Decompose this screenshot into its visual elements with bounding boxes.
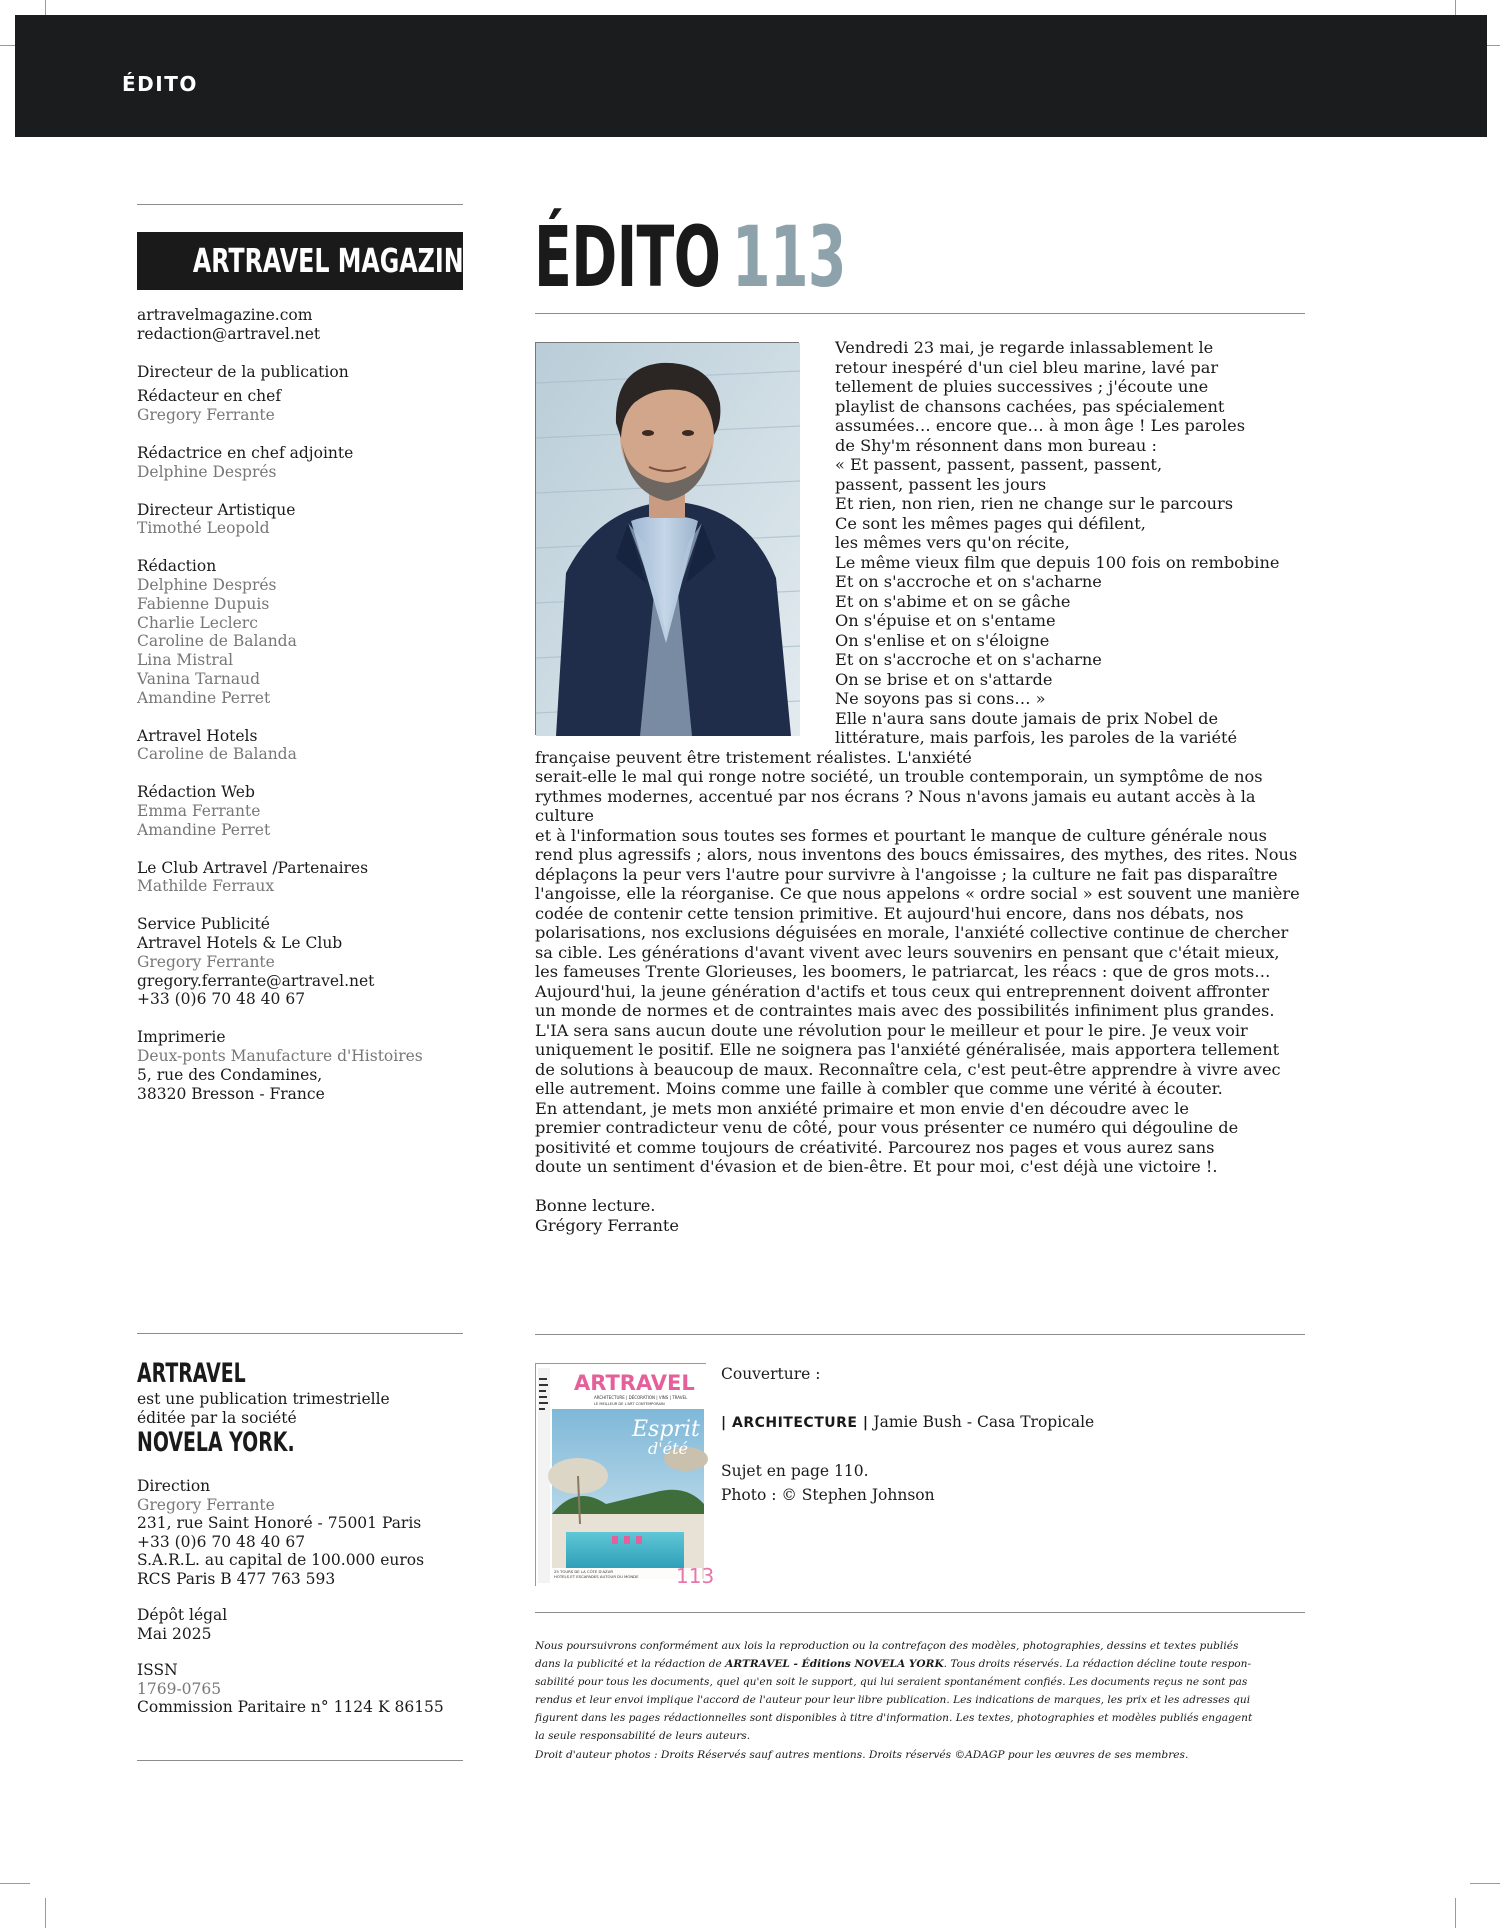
person-name: Mathilde Ferraux: [137, 877, 275, 896]
editorial-line: Et rien, non rien, rien ne change sur le parcours: [835, 494, 1234, 513]
role-title: ISSN: [137, 1661, 178, 1679]
closing-line: Bonne lecture.: [535, 1196, 656, 1215]
editorial-line: de solutions à beaucoup de maux. Reconnaître cela, c'est peut-être apprendre à vivre avec: [535, 1059, 1281, 1079]
person-name: Amandine Perret: [137, 820, 271, 839]
spacer: [535, 1177, 1305, 1197]
legal-line: la seule responsabilité de leurs auteurs.: [535, 1730, 751, 1743]
crop-mark: [1470, 1883, 1500, 1884]
editorial-line: serait-elle le mal qui ronge notre société, un trouble contemporain, un symptôme de nos: [535, 767, 1263, 786]
role-title: Dépôt légal: [137, 1606, 228, 1624]
person-name: Fabienne Dupuis: [137, 594, 270, 613]
legal-brand: ARTRAVEL - Éditions NOVELA YORK: [725, 1658, 944, 1671]
editorial-line: polarisations, nos exclusions déguisées en morale, l'anxiété collective continue de chercher: [535, 923, 1289, 942]
masthead-credits: [137, 306, 477, 1103]
role-title: Directeur Artistique: [137, 500, 296, 519]
person-name: Gregory Ferrante: [137, 952, 275, 971]
editorial-line: positivité et comme toujours de créativité. Parcourez nos pages et vous aurez sans: [535, 1137, 1215, 1157]
legal-line: Nous poursuivrons conformément aux lois la reproduction ou la contrefaçon des modèles, photographies, dessins et textes publiés: [535, 1640, 1239, 1652]
editorial-line: premier contradicteur venu de côté, pour vous présenter ce numéro qui dégouline de: [535, 1118, 1239, 1137]
cover-tagline: ARCHITECTURE | DÉCORATION | VINS | TRAVEL: [594, 1395, 688, 1400]
legal-line: sabilité pour tous les documents, quel qu'en soit le support, qui lui seraient spontanément confiés. Les documents reçus ne sont pas: [535, 1676, 1248, 1689]
cover-project: Jamie Bush - Casa Tropicale: [868, 1413, 1095, 1431]
editorial-line: et à l'information sous toutes ses formes et pourtant le manque de culture générale nous: [535, 825, 1267, 845]
issue-number: 113: [732, 208, 846, 306]
editorial-line: retour inespéré d'un ciel bleu marine, lavé par: [835, 357, 1219, 377]
editorial-line: codée de contenir cette tension primitive. Et aujourd'hui encore, dans nos débats, nos: [535, 903, 1244, 923]
magazine-logo: [137, 232, 480, 290]
role-title: Service Publicité: [137, 915, 270, 934]
editorial-line: elle autrement. Moins comme une faille à combler que comme une vérité à écouter.: [535, 1079, 1223, 1098]
editorial-line: doute un sentiment d'évasion et de bien-être. Et pour moi, c'est déjà une victoire !.: [535, 1157, 1218, 1176]
cover-page-ref: Sujet en page 110.: [721, 1462, 869, 1480]
section-label: ÉDITO: [122, 72, 198, 96]
legal-line: Droit d'auteur photos : Droits Réservés sauf autres mentions. Droits réservés ©ADAGP pour les œuvres de ses membres.: [535, 1748, 1189, 1761]
editorial-line: En attendant, je mets mon anxiété primaire et mon envie d'en découdre avec le: [535, 1098, 1189, 1118]
role-title: Artravel Hotels: [137, 726, 258, 745]
cover-brand: ARTRAVEL: [574, 1371, 695, 1395]
person-name: Caroline de Balanda: [137, 632, 297, 651]
depot-date: Mai 2025: [137, 1624, 212, 1643]
legal-line: rendus et leur envoi implique l'accord de l'auteur pour leur libre publication. Les indications de marques, les prix et les adresses qui: [535, 1694, 1251, 1707]
person-name: Lina Mistral: [137, 651, 234, 670]
legal-line-2: [535, 1655, 1305, 1673]
crop-mark: [0, 1883, 30, 1884]
editorial-line: Et on s'abime et on se gâche: [835, 591, 1071, 611]
role-title: Directeur de la publication: [137, 362, 349, 381]
editorial-line: déplaçons la peur vers l'autre pour survivre à l'angoisse ; la culture ne fait pas disparaître: [535, 864, 1278, 884]
ad-email-link[interactable]: gregory.ferrante@artravel.net: [137, 971, 375, 990]
editorial-line: On se brise et on s'attarde: [835, 669, 1053, 689]
page-title-text: ÉDITO: [534, 208, 721, 306]
publisher-info: [137, 1358, 477, 1717]
cover-headline: Esprit: [632, 1417, 700, 1442]
commission-number: Commission Paritaire n° 1124 K 86155: [137, 1698, 444, 1716]
person-name: Vanina Tarnaud: [137, 669, 261, 688]
cover-info: [721, 1362, 1301, 1507]
editorial-line: française peuvent être tristement réalistes. L'anxiété: [535, 747, 972, 767]
role-title: Rédactrice en chef adjointe: [137, 443, 354, 462]
editorial-line: Elle n'aura sans doute jamais de prix Nobel de: [835, 708, 1219, 728]
crop-mark: [1455, 1898, 1456, 1928]
publisher-desc: éditée par la société: [137, 1408, 297, 1427]
divider: [535, 313, 1305, 314]
divider: [535, 1334, 1305, 1335]
editorial-line: uniquement le positif. Elle ne soignera pas l'anxiété généralisée, mais apportera tellement: [535, 1040, 1280, 1059]
role-title: Imprimerie: [137, 1028, 226, 1047]
printer-address: 38320 Bresson - France: [137, 1084, 325, 1103]
editorial-line: un monde de normes et de contraintes mais avec des possibilités infiniment plus grandes.: [535, 1001, 1275, 1020]
editorial-line: littérature, mais parfois, les paroles de la variété: [835, 728, 1238, 747]
issn-number: 1769-0765: [137, 1679, 222, 1698]
legal-line: figurent dans les pages rédactionnelles sont disponibles à titre d'information. Les textes, photographies et modèles publiés engagent: [535, 1712, 1253, 1725]
printer-address: 5, rue des Condamines,: [137, 1065, 323, 1084]
editorial-line: L'IA sera sans aucun doute une révolution pour le meilleur et pour le pire. Je veux voir: [535, 1020, 1248, 1040]
publisher-brand-line: [137, 1358, 477, 1390]
editorial-line: tellement de pluies successives ; j'écoute une: [835, 377, 1209, 396]
editorial-line: playlist de chansons cachées, pas spécialement: [835, 396, 1225, 416]
cover-footer: 25 TOURS DE LA CÔTE D'AZUR: [554, 1569, 614, 1574]
person-name: Timothé Leopold: [137, 519, 270, 538]
editorial-line: sa cible. Les générations d'avant vivent avec leurs souvenirs en pensant que c'était mieux,: [535, 942, 1280, 962]
person-name: Emma Ferrante: [137, 801, 261, 820]
editorial-line: Vendredi 23 mai, je regarde inlassablement le: [835, 338, 1214, 357]
editorial-line: Et on s'accroche et on s'acharne: [835, 650, 1102, 669]
editorial-line: Le même vieux film que depuis 100 fois on rembobine: [835, 552, 1280, 572]
publisher-company: NOVELA YORK.: [137, 1427, 295, 1458]
editorial-line: passent, passent les jours: [835, 474, 1047, 494]
email-link[interactable]: redaction@artravel.net: [137, 324, 321, 343]
publisher-phone: +33 (0)6 70 48 40 67: [137, 1532, 306, 1551]
editorial-line: de Shy'm résonnent dans mon bureau :: [835, 435, 1157, 455]
role-subtitle: Artravel Hotels & Le Club: [137, 933, 343, 952]
printer-name: Deux-ponts Manufacture d'Histoires: [137, 1046, 423, 1065]
editorial-line: Et on s'accroche et on s'acharne: [835, 572, 1102, 591]
editorial-line: Ne soyons pas si cons… »: [835, 689, 1046, 708]
publisher-capital: S.A.R.L. au capital de 100.000 euros: [137, 1551, 425, 1569]
editorial-body: [535, 338, 1305, 1235]
editorial-line: « Et passent, passent, passent, passent,: [835, 455, 1163, 474]
editorial-full-paragraph: [535, 767, 1305, 1177]
person-name: Delphine Després: [137, 575, 277, 594]
editorial-line: On s'enlise et on s'éloigne: [835, 630, 1050, 650]
header-bar: [15, 15, 1487, 137]
person-name: Delphine Després: [137, 462, 277, 481]
cover-thumbnail[interactable]: [535, 1363, 715, 1588]
person-name: Caroline de Balanda: [137, 745, 297, 764]
person-name: Gregory Ferrante: [137, 1495, 275, 1514]
cover-credit-line: [721, 1410, 1301, 1435]
publisher-rcs: RCS Paris B 477 763 593: [137, 1569, 336, 1588]
signature: Grégory Ferrante: [535, 1215, 679, 1235]
cover-headline-2: d'été: [648, 1439, 689, 1458]
cover-category: | ARCHITECTURE |: [721, 1415, 869, 1431]
cover-footer: HOTELS ET ESCAPADES AUTOUR DU MONDE: [554, 1574, 639, 1579]
role-title: Le Club Artravel /Partenaires: [137, 858, 369, 877]
divider: [137, 1760, 463, 1761]
magazine-logo-text: ARTRAVEL MAGAZINE: [192, 241, 480, 280]
publisher-desc: est une publication trimestrielle: [137, 1390, 390, 1408]
editorial-line: rend plus agressifs ; alors, nous inventons des boucs émissaires, des mythes, des rites. Nous: [535, 845, 1298, 864]
cover-label: Couverture :: [721, 1365, 821, 1383]
cover-subtitle: LE MEILLEUR DE L'ART CONTEMPORAIN: [594, 1402, 665, 1406]
person-name: Gregory Ferrante: [137, 406, 275, 425]
editorial-line: rythmes modernes, accentué par nos écrans ? Nous n'avons jamais eu autant accès à la culture: [535, 786, 1256, 825]
page-title: [534, 210, 846, 305]
role-title: Rédacteur en chef: [137, 387, 282, 406]
divider: [137, 1333, 463, 1334]
website-link[interactable]: artravelmagazine.com: [137, 306, 313, 324]
role-title: Rédaction: [137, 557, 217, 576]
cover-photo-credit: Photo : © Stephen Johnson: [721, 1486, 935, 1504]
crop-mark: [45, 1898, 46, 1928]
editorial-line: Ce sont les mêmes pages qui défilent,: [835, 513, 1146, 533]
editorial-line: assumées… encore que… à mon âge ! Les paroles: [835, 416, 1246, 435]
editorial-line: les fameuses Trente Glorieuses, les boomers, le patriarcat, les réacs : que de gros mots…: [535, 962, 1271, 981]
editorial-line: Aujourd'hui, la jeune génération d'actifs et tous ceux qui entreprennent doivent affronter: [535, 981, 1270, 1001]
publisher-company-line: [137, 1427, 477, 1459]
legal-fragment: . Tous droits réservés. La rédaction décline toute respon-: [943, 1658, 1252, 1671]
legal-fragment: dans la publicité et la rédaction de: [535, 1658, 726, 1671]
divider: [535, 1612, 1305, 1613]
editorial-line: On s'épuise et on s'entame: [835, 611, 1056, 630]
editorial-line: l'angoisse, elle la réorganise. Ce que nous appelons « ordre social » est souvent une manière: [535, 884, 1300, 903]
role-title: Direction: [137, 1477, 211, 1495]
person-name: Amandine Perret: [137, 688, 271, 707]
ad-phone: +33 (0)6 70 48 40 67: [137, 990, 306, 1009]
divider: [137, 204, 463, 205]
legal-notice: [535, 1637, 1305, 1764]
role-title: Rédaction Web: [137, 783, 255, 802]
photo-spacer: [535, 338, 835, 740]
editorial-line: les mêmes vers qu'on récite,: [835, 533, 1070, 552]
person-name: Charlie Leclerc: [137, 613, 258, 632]
publisher-brand: ARTRAVEL: [137, 1358, 246, 1389]
cover-issue-number: 113: [676, 1564, 715, 1588]
publisher-address: 231, rue Saint Honoré - 75001 Paris: [137, 1514, 422, 1532]
